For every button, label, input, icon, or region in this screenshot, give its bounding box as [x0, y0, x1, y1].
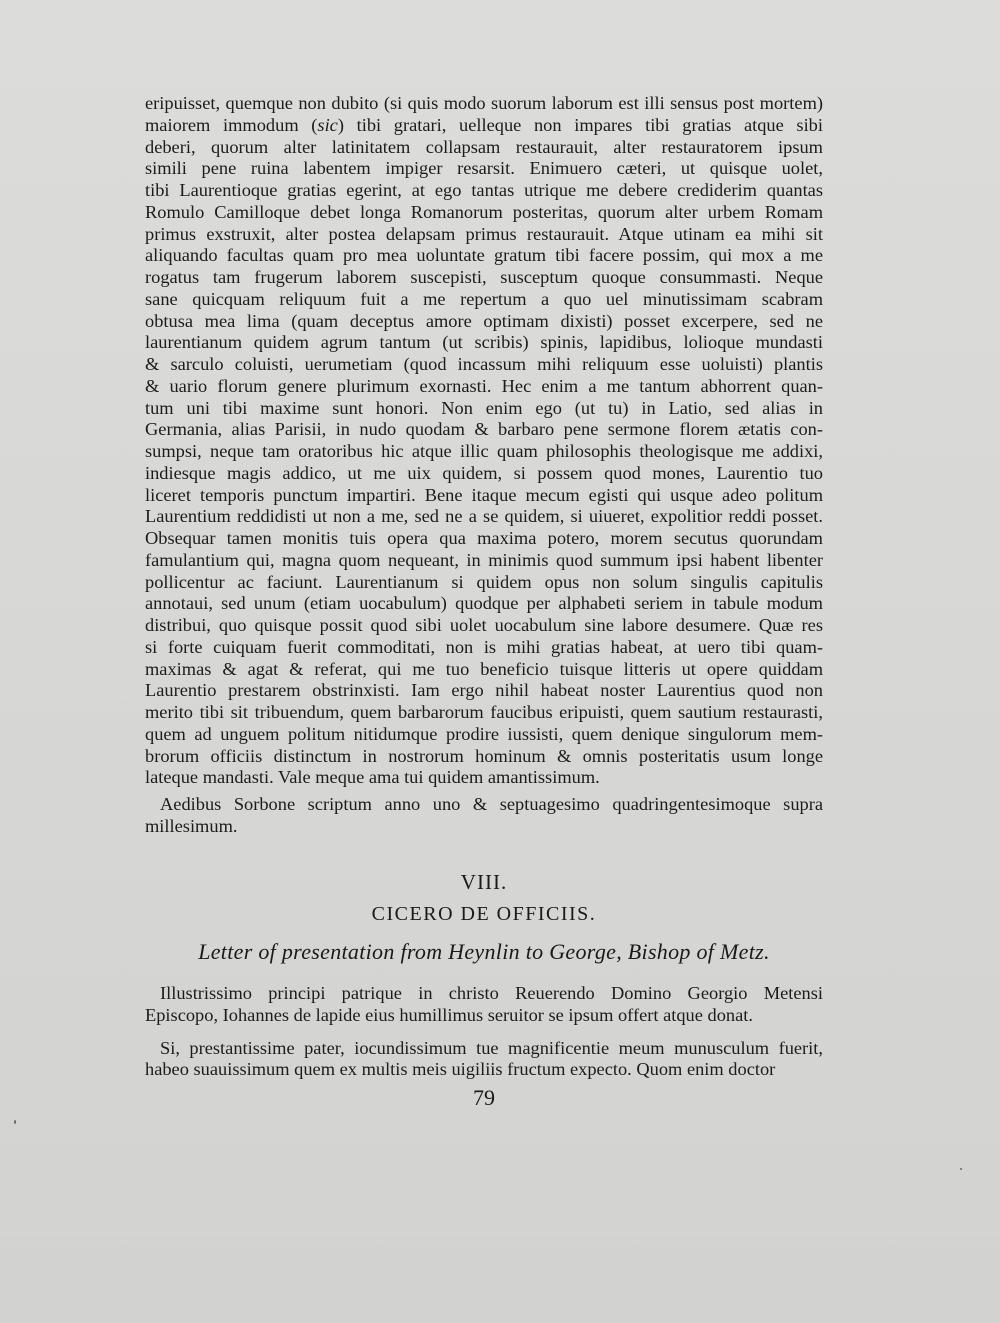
text-line: tum uni tibi maxime sunt honori. Non enim ego (ut tu) in Latio, sed alias in — [145, 397, 823, 418]
text-line: aliquando facultas quam pro mea uoluntate gratum tibi facere possim, qui mox a me — [145, 245, 823, 266]
text-line: distribui, quo quisque possit quod sibi uolet uocabulum sine labore desumere. Quæ res — [145, 615, 823, 635]
paper-speck — [14, 1120, 16, 1124]
text-line: maiorem immodum (sic) tibi gratari, uelleque non impares tibi gratias atque sibi — [145, 114, 823, 135]
text-line: & uario florum genere plurimum exornasti. Hec enim a me tantum abhorrent quan- — [145, 375, 823, 396]
text-line: indiesque magis addico, ut me uix quidem, si possem quod mones, Laurentio tuo — [145, 462, 823, 483]
text-line: laurentianum quidem agrum tantum (ut scribis) spinis, lapidibus, lolioque mundasti — [145, 332, 823, 353]
paragraph-4 — [145, 1038, 823, 1082]
text-line: Laurentium reddidisti ut non a me, sed ne a se quidem, si uiueret, expolitior reddi posset. — [145, 506, 823, 527]
text-line: Obsequar tamen monitis tuis opera qua maxima potero, morem secutus quorundam — [145, 528, 823, 548]
text-line: pollicentur ac faciunt. Laurentianum si quidem opus non solum singulis capitulis — [145, 571, 823, 592]
section-subtitle: Letter of presentation from Heynlin to George, Bishop of Metz. — [198, 939, 770, 964]
letter-body — [145, 93, 823, 838]
presentation-letter — [145, 983, 823, 1081]
text-line: Episcopo, Iohannes de lapide eius humillimus seruitor se ipsum offert atque donat. — [145, 1004, 753, 1025]
text-line: rogatus tam frugerum laborem suscepisti, susceptum quoque consummasti. Neque — [145, 267, 823, 287]
text-line: Germania, alias Parisii, in nudo quodam & barbaro pene sermone florem ætatis con- — [145, 419, 823, 440]
text-line: simili pene ruina labentem impiger resarsit. Enimuero cæteri, ut quisque uolet, — [145, 158, 823, 179]
text-line: annotaui, sed unum (etiam uocabulum) quodque per alphabeti seriem in tabule modum — [145, 593, 823, 614]
section-title: CICERO DE OFFICIIS. — [371, 903, 597, 925]
text-line: millesimum. — [145, 815, 238, 836]
text-line: si forte cuiquam fuerit commoditati, non is mihi gratias habeat, at uero tibi quam- — [145, 636, 823, 657]
text-line: maximas & agat & referat, qui me tuo beneficio tuisque litteris ut opere quiddam — [145, 658, 823, 679]
paragraph-1 — [145, 93, 823, 789]
paragraph-2 — [145, 794, 823, 838]
text-line: habeo suauissimum quem ex multis meis uigiliis fructum expecto. Quom enim doctor — [145, 1059, 776, 1080]
text-line: Laurentio prestarem obstrinxisti. Iam ergo nihil habeat noster Laurentius quod non — [145, 680, 823, 701]
text-line: primus exstruxit, alter postea delapsam primus restaurauit. Atque utinam ea mihi sit — [145, 223, 823, 244]
text-line: eripuisset, quemque non dubito (si quis modo suorum laborum est illi sensus post mortem) — [145, 93, 823, 113]
text-line: Illustrissimo principi patrique in christo Reuerendo Domino Georgio Metensi — [160, 983, 823, 1003]
page-number: 79 — [473, 1085, 495, 1110]
text-line: tibi Laurentioque gratias egerint, at ego tantas utrique me debere crediderim quantas — [145, 180, 823, 200]
text-line: lateque mandasti. Vale meque ama tui quidem amantissimum. — [145, 767, 600, 788]
section-number: VIII. — [460, 870, 508, 894]
text-line: obtusa mea lima (quam deceptus amore optimam dixisti) posset excerpere, sed ne — [145, 310, 823, 331]
text-line: quem ad unguem politum nitidumque prodire iussisti, quem denique singulorum mem- — [145, 723, 823, 744]
paragraph-3 — [145, 983, 823, 1027]
text-line: sumpsi, neque tam oratoribus hic atque illic quam philosophis theologisque me addixi, — [145, 441, 823, 461]
text-line: deberi, quorum alter latinitatem collapsam restaurauit, alter restauratorem ipsum — [145, 136, 823, 157]
text-line: Romulo Camilloque debet longa Romanorum posteritas, quorum alter urbem Romam — [145, 201, 823, 222]
text-line: & sarculo coluisti, uerumetiam (quod incassum mihi reliquum esse uoluisti) plantis — [145, 354, 823, 374]
text-line: Aedibus Sorbone scriptum anno uno & septuagesimo quadringentesimoque supra — [160, 794, 823, 814]
text-line: brorum officiis distinctum in nostrorum hominum & omnis posteritatis usum longe — [145, 745, 823, 766]
text-line: famulantium qui, magna quom nequeant, in minimis quod summum ipsi habent libenter — [145, 549, 823, 570]
text-line: liceret temporis punctum impartiri. Bene itaque mecum egisti qui usque adeo politum — [145, 484, 823, 505]
paper-speck — [960, 1168, 962, 1170]
paragraph-gap — [145, 1027, 823, 1038]
text-line: merito tibi sit tribuendum, quem barbarorum faucibus eripuisti, quem sautium restaurasti, — [145, 702, 823, 722]
text-line: Si, prestantissime pater, iocundissimum tue magnificentie meum munusculum fuerit, — [160, 1037, 823, 1058]
text-line: sane quicquam reliquum fuit a me repertum a quo uel minutissimam scabram — [145, 288, 823, 309]
